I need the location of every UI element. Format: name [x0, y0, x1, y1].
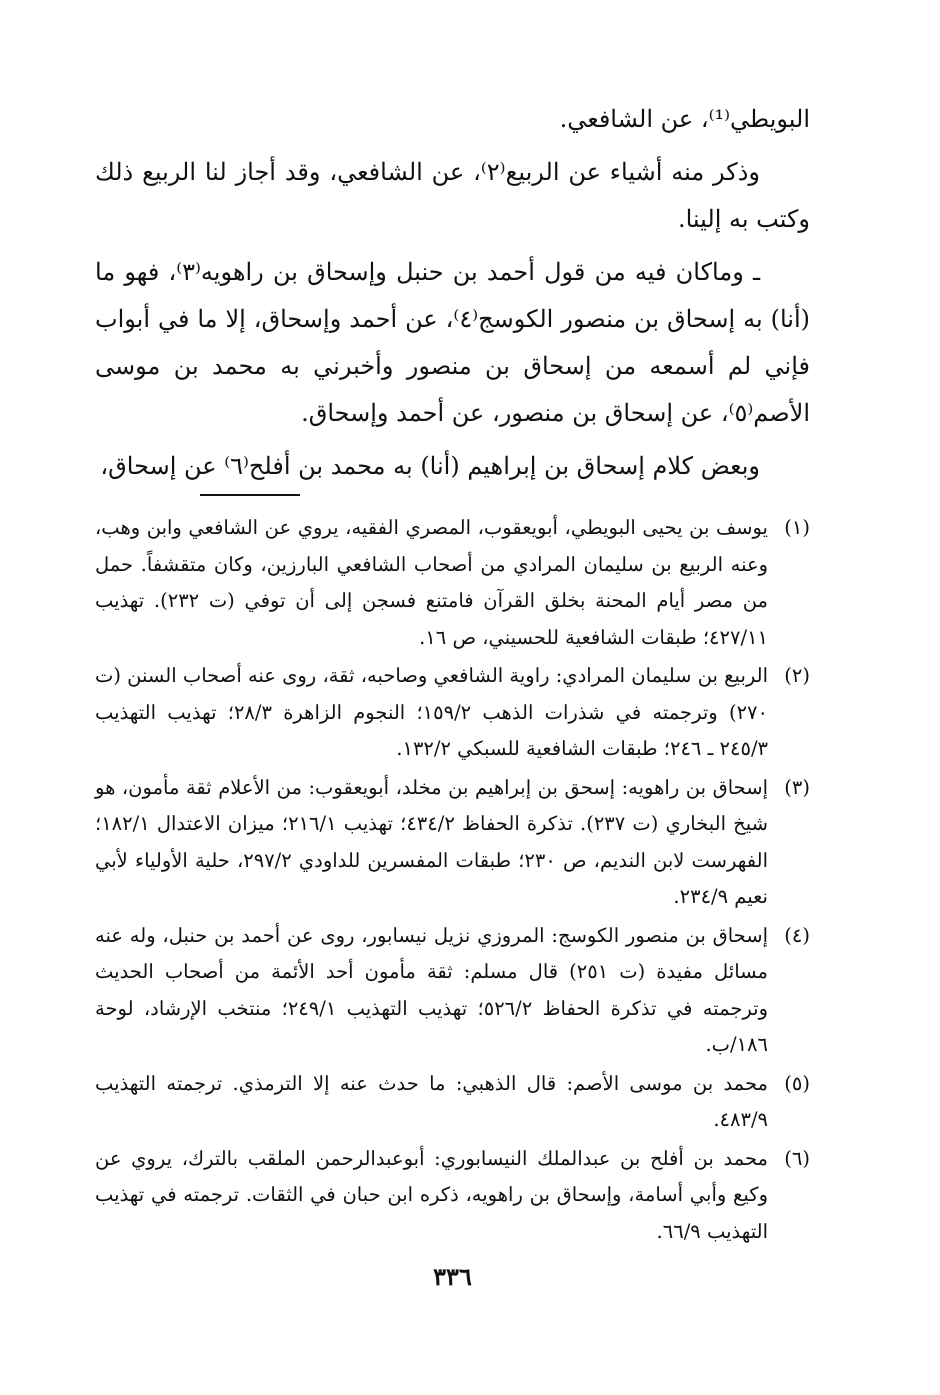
- footnote-number: (٦): [784, 1146, 810, 1170]
- footnote-number: (٥): [784, 1071, 810, 1095]
- footnote-text: إسحاق بن منصور الكوسج: المروزي نزيل نيسابور، روى عن أحمد بن حنبل، وله عنه مسائل مفيدة (ت ٢٥١) قال مسلم: ثقة مأمون أحد الأئمة من أصحاب الحديث وترجمته في تذكرة الحفاظ ٥٢٦/٢؛ تهذيب التهذيب ٢٤٩/١؛ منتخب الإرشاد، لوحة ١٨٦/ب.: [95, 923, 768, 1056]
- footnote-text: محمد بن موسى الأصم: قال الذهبي: ما حدث عنه إلا الترمذي. ترجمته التهذيب ٤٨٣/٩.: [95, 1071, 768, 1131]
- footnote-number: (٢): [784, 664, 810, 687]
- footnote-number: (١): [784, 516, 810, 539]
- footnote-number: (٣): [784, 775, 810, 799]
- footnote-5: [95, 1066, 810, 1139]
- footnote-text: إسحاق بن راهويه: إسحق بن إبراهيم بن مخلد، أبويعقوب: من الأعلام ثقة مأمون، هو شيخ البخاري (ت ٢٣٧). تذكرة الحفاظ ٤٣٤/٢؛ تهذيب ٢١٦/١؛ ميزان الاعتدال ١٨٢/١؛ الفهرست لابن النديم، ص ٢٣٠؛ طبقات المفسرين للداودي ٢٩٧/٢، حلية الأولياء لأبي نعيم ٢٣٤/٩.: [95, 775, 768, 908]
- footnote-3: [95, 770, 810, 916]
- footnote-number: (٤): [784, 923, 810, 947]
- main-text: [95, 96, 810, 496]
- book-page: [95, 0, 810, 1395]
- main-paragraph-4: وبعض كلام إسحاق بن إبراهيم (أنا) به محمد بن أفلح⁽٦⁾ عن إسحاق،: [100, 452, 760, 480]
- footnote-separator: [200, 494, 300, 496]
- main-paragraph-3: ـ وماكان فيه من قول أحمد بن حنبل وإسحاق بن راهويه⁽٣⁾، فهو ما (أنا) به إسحاق بن منصور الكوسج⁽٤⁾، عن أحمد وإسحاق، إلا ما في أبواب فإني لم أسمعه من إسحاق بن منصور وأخبرني به محمد بن موسى الأصم⁽٥⁾، عن إسحاق بن منصور، عن أحمد وإسحاق.: [95, 258, 810, 427]
- footnote-text: محمد بن أفلح بن عبدالملك النيسابوري: أبوعبدالرحمن الملقب بالترك، يروي عن وكيع وأبي أسامة، وإسحاق بن راهويه، ذكره ابن حبان في الثقات. ترجمته في تهذيب التهذيب ٦٦/٩.: [95, 1146, 768, 1243]
- main-paragraph-1: البويطي⁽¹⁾، عن الشافعي.: [559, 105, 810, 133]
- footnote-2: [95, 658, 810, 768]
- footnotes: [95, 510, 810, 1252]
- footnote-1: [95, 510, 810, 656]
- main-paragraph-2: وذكر منه أشياء عن الربيع⁽٢⁾، عن الشافعي، وقد أجاز لنا الربيع ذلك وكتب به إلينا.: [95, 158, 810, 233]
- page-number: ٣٣٦: [433, 1262, 472, 1291]
- footnote-text: يوسف بن يحيى البويطي، أبويعقوب، المصري الفقيه، يروي عن الشافعي وابن وهب، وعنه الربيع بن سليمان المرادي من أصحاب الشافعي البارزين، وكان متقشفاً. حمل من مصر أيام المحنة بخلق القرآن فامتنع فسجن إلى أن توفي (ت ٢٣٢). تهذيب ٤٢٧/١١؛ طبقات الشافعية للحسيني، ص ١٦.: [95, 516, 768, 649]
- footnote-4: [95, 918, 810, 1064]
- footnote-text: الربيع بن سليمان المرادي: راوية الشافعي وصاحبه، ثقة، روى عنه أصحاب السنن (ت ٢٧٠) وترجمته في شذرات الذهب ١٥٩/٢؛ النجوم الزاهرة ٢٨/٣؛ تهذيب التهذيب ٢٤٥/٣ ـ ٢٤٦؛ طبقات الشافعية للسبكي ١٣٢/٢.: [95, 664, 768, 760]
- footnote-6: [95, 1141, 810, 1251]
